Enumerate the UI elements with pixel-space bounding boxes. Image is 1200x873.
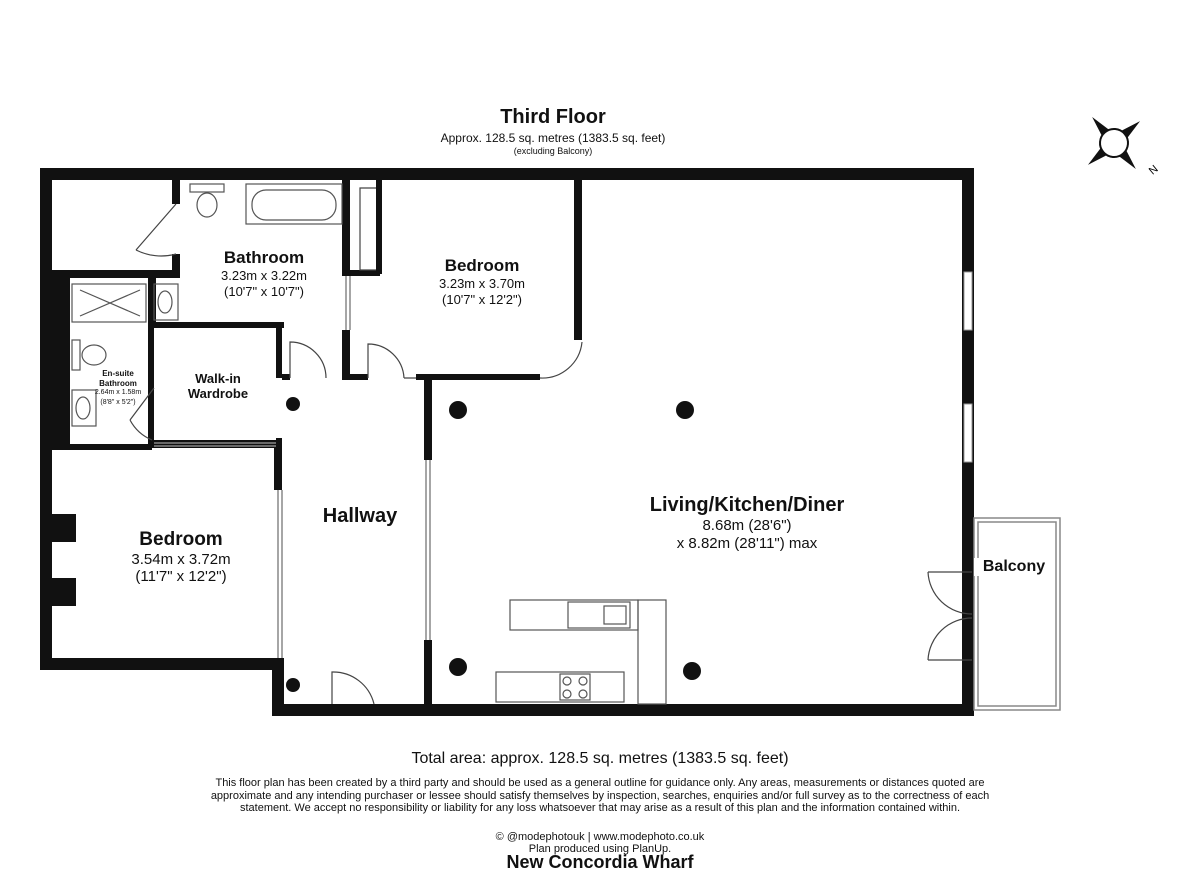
room-bedroom-2 [96, 529, 266, 585]
room-ensuite-metric: 2.64m x 1.58m [94, 389, 142, 396]
room-living [560, 494, 934, 553]
room-living-metric: 8.68m (28'6") [702, 517, 792, 534]
disclaimer: This floor plan has been created by a third party and should be used as a general outline for guidance only. Any areas, measurements or distances quoted are approximate and any intending purchaser or lessee should satisfy themselves by inspection, searches, enquiries and/or full survey as to the correctness of each statement. We accept no responsibility or liability for any loss whatsoever that may arise as a result of this plan and the information contained within. [210, 777, 990, 814]
shower-icon [72, 284, 146, 322]
bath-icon [246, 184, 342, 224]
room-bathroom-imperial: (10'7" x 10'7") [224, 284, 304, 299]
floor-title: Third Floor [500, 106, 606, 128]
room-ensuite-name-1: En-suite [102, 369, 134, 378]
room-bedroom-2-imperial: (11'7" x 12'2") [135, 568, 227, 585]
partitions [154, 276, 430, 658]
toilet-icon [190, 184, 224, 217]
balcony-outline [974, 518, 1060, 710]
room-bedroom-1 [412, 256, 552, 308]
room-balcony-name: Balcony [974, 558, 1054, 576]
room-bathroom [196, 248, 332, 300]
room-hallway-name: Hallway [322, 505, 398, 527]
room-bathroom-name: Bathroom [223, 248, 305, 267]
room-wardrobe-name-2: Wardrobe [187, 386, 249, 401]
compass-north-label: N [1146, 163, 1161, 178]
room-bedroom-2-name: Bedroom [139, 529, 223, 550]
room-ensuite-name-2: Bathroom [99, 378, 137, 388]
room-bedroom-1-imperial: (10'7" x 12'2") [442, 292, 522, 307]
floor-area-note: (excluding Balcony) [513, 146, 593, 156]
room-wardrobe-name-1: Walk-in [195, 371, 241, 386]
room-living-name: Living/Kitchen/Diner [649, 494, 845, 516]
room-bedroom-1-metric: 3.23m x 3.70m [439, 276, 525, 291]
room-balcony [974, 558, 1054, 576]
room-bedroom-1-name: Bedroom [444, 256, 520, 275]
floor-area: Approx. 128.5 sq. metres (1383.5 sq. feet) [440, 131, 666, 145]
room-wardrobe [160, 371, 276, 401]
ensuite-toilet-icon [72, 340, 106, 370]
credit-line: © @modephotouk | www.modephoto.co.uk [495, 831, 705, 843]
room-living-imperial: x 8.82m (28'11") max [676, 535, 818, 552]
room-hallway [290, 505, 430, 528]
room-bedroom-2-metric: 3.54m x 3.72m [131, 551, 231, 568]
room-ensuite-imperial: (8'8" x 5'2") [100, 398, 136, 406]
room-ensuite [88, 369, 148, 407]
kitchen-units [496, 600, 666, 704]
room-bathroom-metric: 3.23m x 3.22m [221, 268, 307, 283]
compass-icon [1066, 95, 1162, 191]
building-name: New Concordia Wharf [506, 852, 694, 872]
total-area: Total area: approx. 128.5 sq. metres (1383.5 sq. feet) [411, 750, 789, 767]
produced-by: Plan produced using PlanUp. [528, 843, 672, 855]
